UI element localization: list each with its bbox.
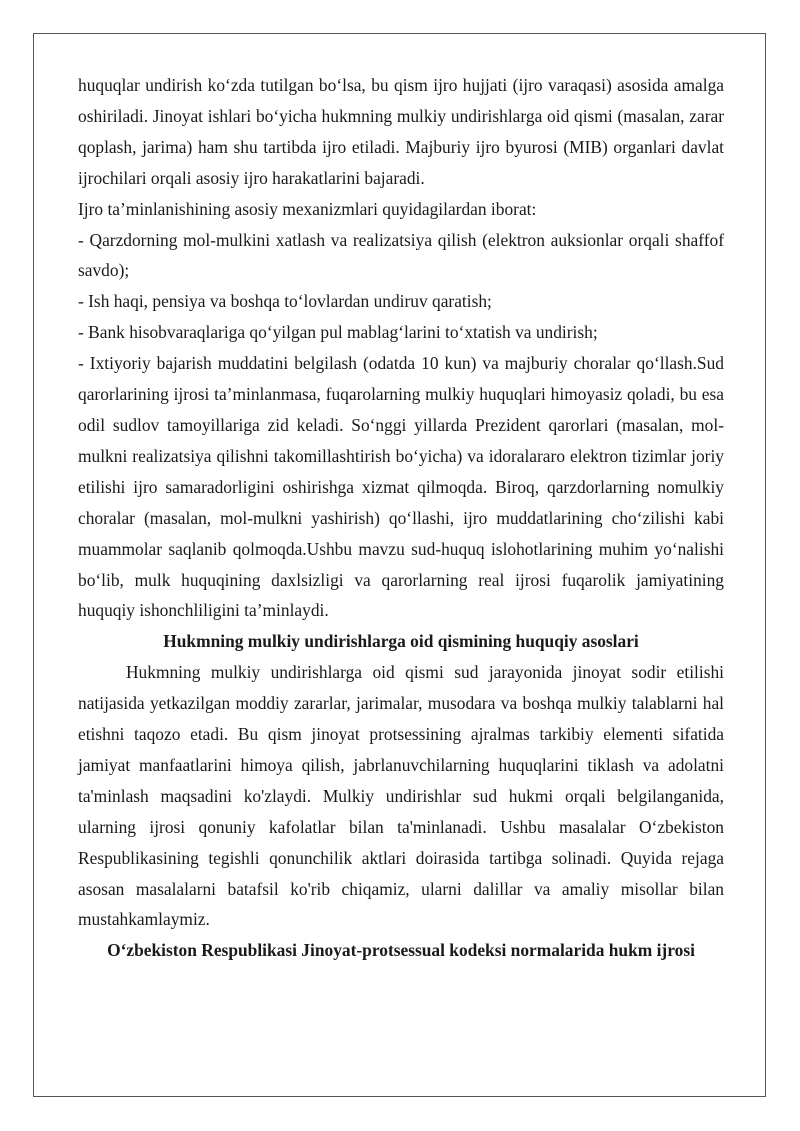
section-heading-legal-basis: Hukmning mulkiy undirishlarga oid qismining huquqiy asoslari [163, 631, 639, 652]
list-item-wage-deduction: - Ish haqi, pensiya va boshqa to‘lovlardan undiruv qaratish; [78, 291, 492, 312]
paragraph-execution-document: huquqlar undirish ko‘zda tutilgan bo‘lsa, bu qism ijro hujjati (ijro varaqasi) asosida amalga oshiriladi. Jinoyat ishlari bo‘yicha hukmning mulkiy undirishlarga oid qismi (masalan, zarar qoplash, jarima) ham shu tartibda ijro etiladi. Majburiy ijro byurosi (MIB) organlari davlat ijrochilari orqali asosiy ijro harakatlarini bajaradi. [78, 75, 724, 188]
document-body [78, 70, 724, 966]
list-item-voluntary-execution: - Ixtiyoriy bajarish muddatini belgilash (odatda 10 kun) va majburiy choralar qo‘llash.Sud qarorlarining ijrosi ta’minlanmasa, fuqarolarning mulkiy huquqlari himoyasiz qoladi, bu esa odil sudlov tamoyillariga zid keladi. So‘nggi yillarda Prezident qarorlari (masalan, mol-mulkni realizatsiya qilishni takomillashtirish bo‘yicha) va idoralararo elektron tizimlar joriy etilishi ijro samaradorligini oshirishga xizmat qilmoqda. Biroq, qarzdorlarning nomulkiy choralar (masalan, mol-mulkni yashirish) qo‘llashi, ijro muddatlarining cho‘zilishi kabi muammolar saqlanib qolmoqda.Ushbu mavzu sud-huquq islohotlarining muhim yo‘nalishi bo‘lib, mulk huquqining daxlsizligi va qarorlarning real ijrosi fuqarolik jamiyatining huquqiy ishonchliligini ta’minlaydi. [78, 353, 724, 621]
list-item-asset-seizure: - Qarzdorning mol-mulkini xatlash va realizatsiya qilish (elektron auksionlar orqali shaffof savdo); [78, 229, 724, 281]
section-heading-criminal-procedure-code: O‘zbekiston Respublikasi Jinoyat-protsessual kodeksi normalarida hukm ijrosi [107, 940, 695, 961]
list-item-bank-accounts: - Bank hisobvaraqlariga qo‘yilgan pul mablag‘larini to‘xtatish va undirish; [78, 322, 598, 343]
paragraph-legal-basis: Hukmning mulkiy undirishlarga oid qismi sud jarayonida jinoyat sodir etilishi natijasida yetkazilgan moddiy zararlar, jarimalar, musodara va boshqa mulkiy talablarni hal etishni taqozo etadi. Bu qism jinoyat protsessining ajralmas tarkibiy elementi sifatida jamiyat manfaatlarini himoya qilish, jabrlanuvchilarning huquqlarini tiklash va adolatni ta'minlash maqsadini ko'zlaydi. Mulkiy undirishlar sud hukmi orqali belgilanganida, ularning ijrosi qonuniy kafolatlar bilan ta'minlanadi. Ushbu masalalar O‘zbekiston Respublikasining tegishli qonunchilik aktlari doirasida tartibga solinadi. Quyida rejaga asosan masalalarni batafsil ko'rib chiqamiz, ularni dalillar va amaliy misollar bilan mustahkamlaymiz. [78, 662, 724, 930]
paragraph-mechanisms-intro: Ijro ta’minlanishining asosiy mexanizmlari quyidagilardan iborat: [78, 198, 537, 219]
